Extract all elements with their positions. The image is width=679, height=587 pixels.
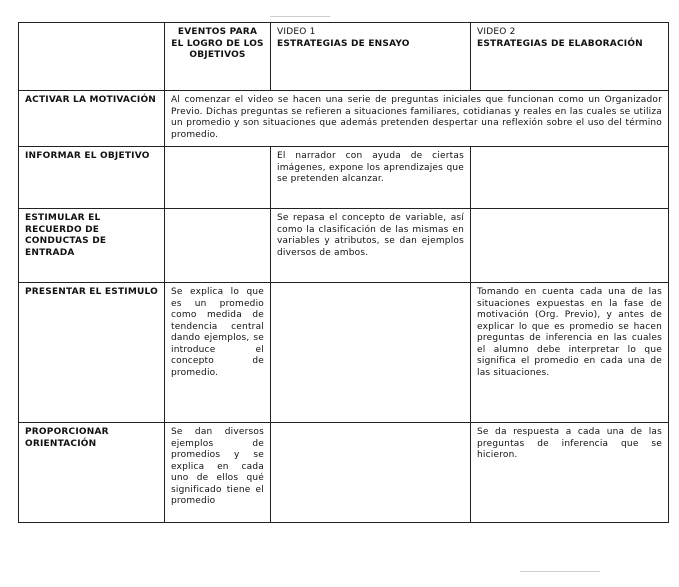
table-row: [19, 283, 669, 423]
presentar-video1-cell: [271, 283, 471, 423]
proporcionar-events-cell: Se dan diversos ejemplos de promedios y se explica en cada uno de ellos qué significado tiene el promedio: [165, 423, 271, 523]
header-video1: [271, 23, 471, 91]
header-blank-cell: [19, 23, 165, 91]
header-events: EVENTOS PARA EL LOGRO DE LOS OBJETIVOS: [165, 23, 271, 91]
informar-video1-cell: El narrador con ayuda de ciertas imágenes, expone los aprendizajes que se pretenden alcanzar.: [271, 147, 471, 209]
informar-video2-cell: [471, 147, 669, 209]
header-video2-title: VIDEO 2: [477, 27, 516, 37]
header-video2-subtitle: ESTRATEGIAS DE ELABORACIÓN: [477, 38, 643, 49]
table-row: [19, 91, 669, 147]
estimular-video1-cell: Se repasa el concepto de variable, así como la clasificación de las mismas en variables y atributos, se dan ejemplos diversos de ambos.: [271, 209, 471, 283]
row-label-proporcionar: PROPORCIONAR ORIENTACIÓN: [19, 423, 165, 523]
estimular-events-cell: [165, 209, 271, 283]
strategy-table-page: [18, 22, 668, 523]
scan-artifact-line: [520, 571, 600, 572]
row-label-presentar: PRESENTAR EL ESTIMULO: [19, 283, 165, 423]
proporcionar-video2-cell: Se da respuesta a cada una de las preguntas de inferencia que se hicieron.: [471, 423, 669, 523]
proporcionar-video1-cell: [271, 423, 471, 523]
presentar-events-cell: Se explica lo que es un promedio como medida de tendencia central dando ejemplos, se introduce el concepto de promedio.: [165, 283, 271, 423]
presentar-video2-cell: Tomando en cuenta cada una de las situaciones expuestas en la fase de motivación (Org. Previo), y antes de explicar lo que es promedio se hacen preguntas de inferencia en las cuales el alumno debe interpretar lo que significa el promedio en cada una de las situaciones.: [471, 283, 669, 423]
row-label-informar: INFORMAR EL OBJETIVO: [19, 147, 165, 209]
header-video1-title: VIDEO 1: [277, 27, 316, 37]
row-label-estimular: ESTIMULAR EL RECUERDO DE CONDUCTAS DE ENTRADA: [19, 209, 165, 283]
table-row: [19, 147, 669, 209]
header-video2: [471, 23, 669, 91]
row-label-activar: ACTIVAR LA MOTIVACIÓN: [19, 91, 165, 147]
table-row: [19, 423, 669, 523]
scan-artifact-line: [270, 16, 330, 17]
table-row: [19, 209, 669, 283]
activar-merged-cell: Al comenzar el video se hacen una serie de preguntas iniciales que funcionan como un Organizador Previo. Dichas preguntas se refieren a situaciones familiares, cotidianas y reales en las cuales se utiliza un promedio y son situaciones que además pretenden despertar una reflexión sobre el uso del término promedio.: [165, 91, 669, 147]
estimular-video2-cell: [471, 209, 669, 283]
strategy-table: [18, 22, 669, 523]
header-video1-subtitle: ESTRATEGIAS DE ENSAYO: [277, 38, 410, 49]
informar-events-cell: [165, 147, 271, 209]
header-row: [19, 23, 669, 91]
